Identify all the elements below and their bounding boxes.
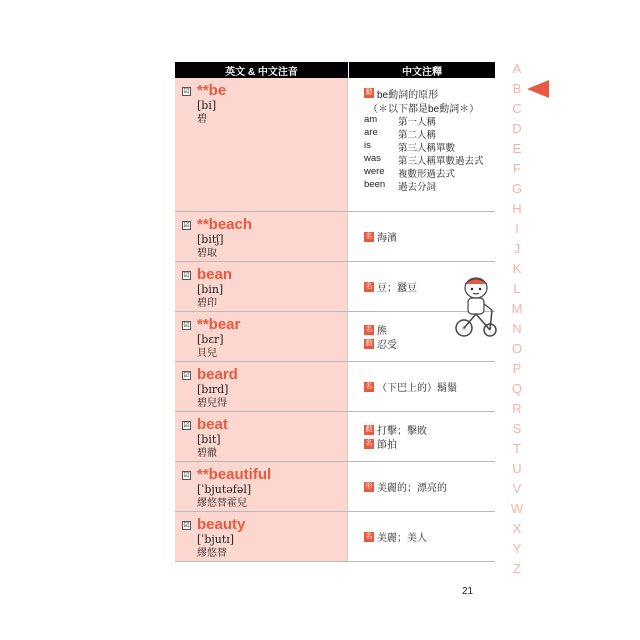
header-english-zhuyin: 英文 & 中文注音: [175, 62, 349, 78]
entry-word: **beautiful: [197, 466, 272, 483]
sub-form-zh: 複數形過去式: [398, 169, 456, 180]
definition-line: [364, 86, 495, 100]
alphabet-letter-v[interactable]: V: [512, 481, 522, 496]
kid-on-tricycle-illustration: [452, 274, 500, 340]
checkbox-icon[interactable]: ☑: [183, 372, 190, 379]
alphabet-letter-h[interactable]: H: [512, 201, 522, 216]
entry-zhuyin: 碧印: [197, 298, 217, 309]
alphabet-letter-x[interactable]: X: [512, 521, 522, 536]
definition-line: [364, 423, 495, 437]
part-of-speech-tag: 名: [365, 232, 373, 240]
part-of-speech-tag: 動: [365, 339, 373, 347]
table-header: [175, 62, 495, 78]
alphabet-letter-p[interactable]: P: [512, 361, 522, 376]
entry-pronunciation: [bitʃ]: [197, 233, 224, 246]
alphabet-letter-z[interactable]: Z: [513, 561, 521, 576]
part-of-speech-tag: 動: [365, 425, 373, 433]
alphabet-letter-k[interactable]: K: [512, 261, 522, 276]
part-of-speech-tag: 名: [365, 532, 373, 540]
alphabet-letter-q[interactable]: Q: [511, 381, 523, 396]
entry-zhuyin: 繆悠替霍兒: [197, 498, 247, 509]
entry-zhuyin: 碧兒得: [197, 398, 227, 409]
header-chinese-definition: 中文注釋: [402, 66, 442, 78]
definition-note: （＊以下都是be動詞＊）: [368, 103, 480, 115]
definition-text: 美麗的；漂亮的: [377, 483, 447, 494]
definition-line: [364, 530, 495, 544]
definition-text: 節拍: [377, 440, 397, 451]
entry-word: bean: [197, 266, 233, 283]
sub-form-zh: 第一人稱: [398, 117, 437, 128]
alphabet-letter-f[interactable]: F: [513, 161, 521, 176]
part-of-speech-tag: 名: [365, 282, 373, 290]
entry-zhuyin: 貝兒: [197, 348, 217, 359]
alphabet-letter-e[interactable]: E: [512, 141, 522, 156]
alphabet-letter-y[interactable]: Y: [512, 541, 522, 556]
entry-word: **be: [197, 82, 227, 99]
alphabet-letter-o[interactable]: O: [511, 341, 523, 356]
alphabet-letter-m[interactable]: M: [511, 301, 523, 316]
entry-pronunciation: [bɪrd]: [197, 383, 229, 396]
entry-word: beauty: [197, 516, 246, 533]
alphabet-letter-b[interactable]: B: [512, 81, 522, 96]
alphabet-letter-l[interactable]: L: [513, 281, 521, 296]
sub-form-zh: 過去分詞: [398, 182, 437, 193]
entry-row-beard: [175, 362, 495, 412]
part-of-speech-tag: 動: [365, 89, 373, 96]
sub-form-zh: 第二人稱: [398, 130, 437, 141]
entry-row-beat: [175, 412, 495, 462]
definition-text: 熊: [377, 326, 387, 337]
definition-line: [364, 380, 495, 394]
entry-row-bean: [175, 262, 495, 312]
entry-pronunciation: [bi]: [197, 99, 217, 112]
entry-zhuyin: 碧取: [197, 248, 217, 259]
alphabet-letter-a[interactable]: A: [512, 61, 522, 76]
definition-line: [364, 480, 495, 494]
alphabet-letter-c[interactable]: C: [512, 101, 522, 116]
checkbox-icon[interactable]: ☑: [183, 522, 190, 529]
entry-row-bear: [175, 312, 495, 362]
entry-row-be: [175, 78, 495, 212]
definition-text: 忍受: [377, 340, 397, 351]
checkbox-icon[interactable]: ☑: [183, 422, 190, 429]
entry-word: beard: [197, 366, 238, 383]
definition-text: 美麗；美人: [377, 533, 427, 544]
part-of-speech-tag: 名: [365, 325, 373, 333]
checkbox-icon[interactable]: ☑: [183, 272, 190, 279]
entry-word: **bear: [197, 316, 241, 333]
entry-pronunciation: [bɛr]: [197, 333, 224, 346]
sub-form-en: are: [364, 127, 378, 138]
checkbox-icon[interactable]: ☑: [183, 472, 190, 479]
definition-text: 豆；蠶豆: [377, 283, 417, 294]
sub-form-en: were: [364, 166, 385, 177]
entry-pronunciation: [bin]: [197, 283, 224, 296]
entry-zhuyin: 碧: [197, 114, 207, 125]
sub-form-zh: 第三人稱單數: [398, 143, 456, 154]
sub-form-row: [364, 127, 495, 140]
sub-form-en: was: [364, 153, 381, 164]
alphabet-letter-n[interactable]: N: [512, 321, 522, 336]
sub-form-zh: 第三人稱單數過去式: [398, 156, 484, 167]
definition-text: （下巴上的）鬍鬚: [377, 383, 457, 394]
checkbox-icon[interactable]: ☑: [183, 322, 190, 329]
sub-form-row: [364, 179, 495, 192]
entry-pronunciation: [ˈbjutɪ]: [197, 533, 235, 546]
alphabet-letter-d[interactable]: D: [512, 121, 522, 136]
entry-zhuyin: 繆悠替: [197, 548, 227, 559]
definition-text: be動詞的原形: [377, 89, 439, 101]
current-letter-arrow-icon: [527, 80, 549, 98]
definition-line: [364, 230, 495, 244]
entry-word: beat: [197, 416, 228, 433]
checkbox-icon[interactable]: ☑: [183, 88, 190, 95]
entry-pronunciation: [ˈbjutəfəl]: [197, 483, 252, 496]
entry-word: **beach: [197, 216, 253, 233]
checkbox-icon[interactable]: ☑: [183, 222, 190, 229]
sub-form-row: [364, 153, 495, 166]
definition-text: 打擊；擊敗: [377, 426, 427, 437]
alphabet-letter-t[interactable]: T: [513, 441, 521, 456]
sub-form-en: am: [364, 114, 378, 125]
sub-form-row: [364, 140, 495, 153]
sub-form-row: [364, 114, 495, 127]
sub-form-row: [364, 166, 495, 179]
entry-row-beauty: [175, 512, 495, 562]
part-of-speech-tag: 形: [365, 482, 373, 490]
entry-row-beach: [175, 212, 495, 262]
definition-line: [364, 437, 495, 451]
alphabet-letter-j[interactable]: J: [513, 241, 521, 256]
page-number: 21: [462, 586, 474, 597]
part-of-speech-tag: 名: [365, 439, 373, 447]
entry-zhuyin: 碧徹: [197, 448, 217, 459]
alphabet-letter-u[interactable]: U: [512, 461, 522, 476]
entry-row-beautiful: [175, 462, 495, 512]
alphabet-letter-w[interactable]: W: [510, 501, 524, 516]
sub-form-en: been: [364, 179, 386, 190]
alphabet-letter-g[interactable]: G: [511, 181, 523, 196]
alphabet-letter-i[interactable]: I: [515, 221, 519, 236]
definition-text: 海濱: [377, 233, 397, 244]
alphabet-letter-s[interactable]: S: [512, 421, 522, 436]
entry-pronunciation: [bit]: [197, 433, 221, 446]
alphabet-letter-r[interactable]: R: [512, 401, 522, 416]
sub-form-en: is: [364, 140, 371, 151]
vocab-table: [175, 62, 495, 562]
part-of-speech-tag: 名: [365, 382, 373, 390]
